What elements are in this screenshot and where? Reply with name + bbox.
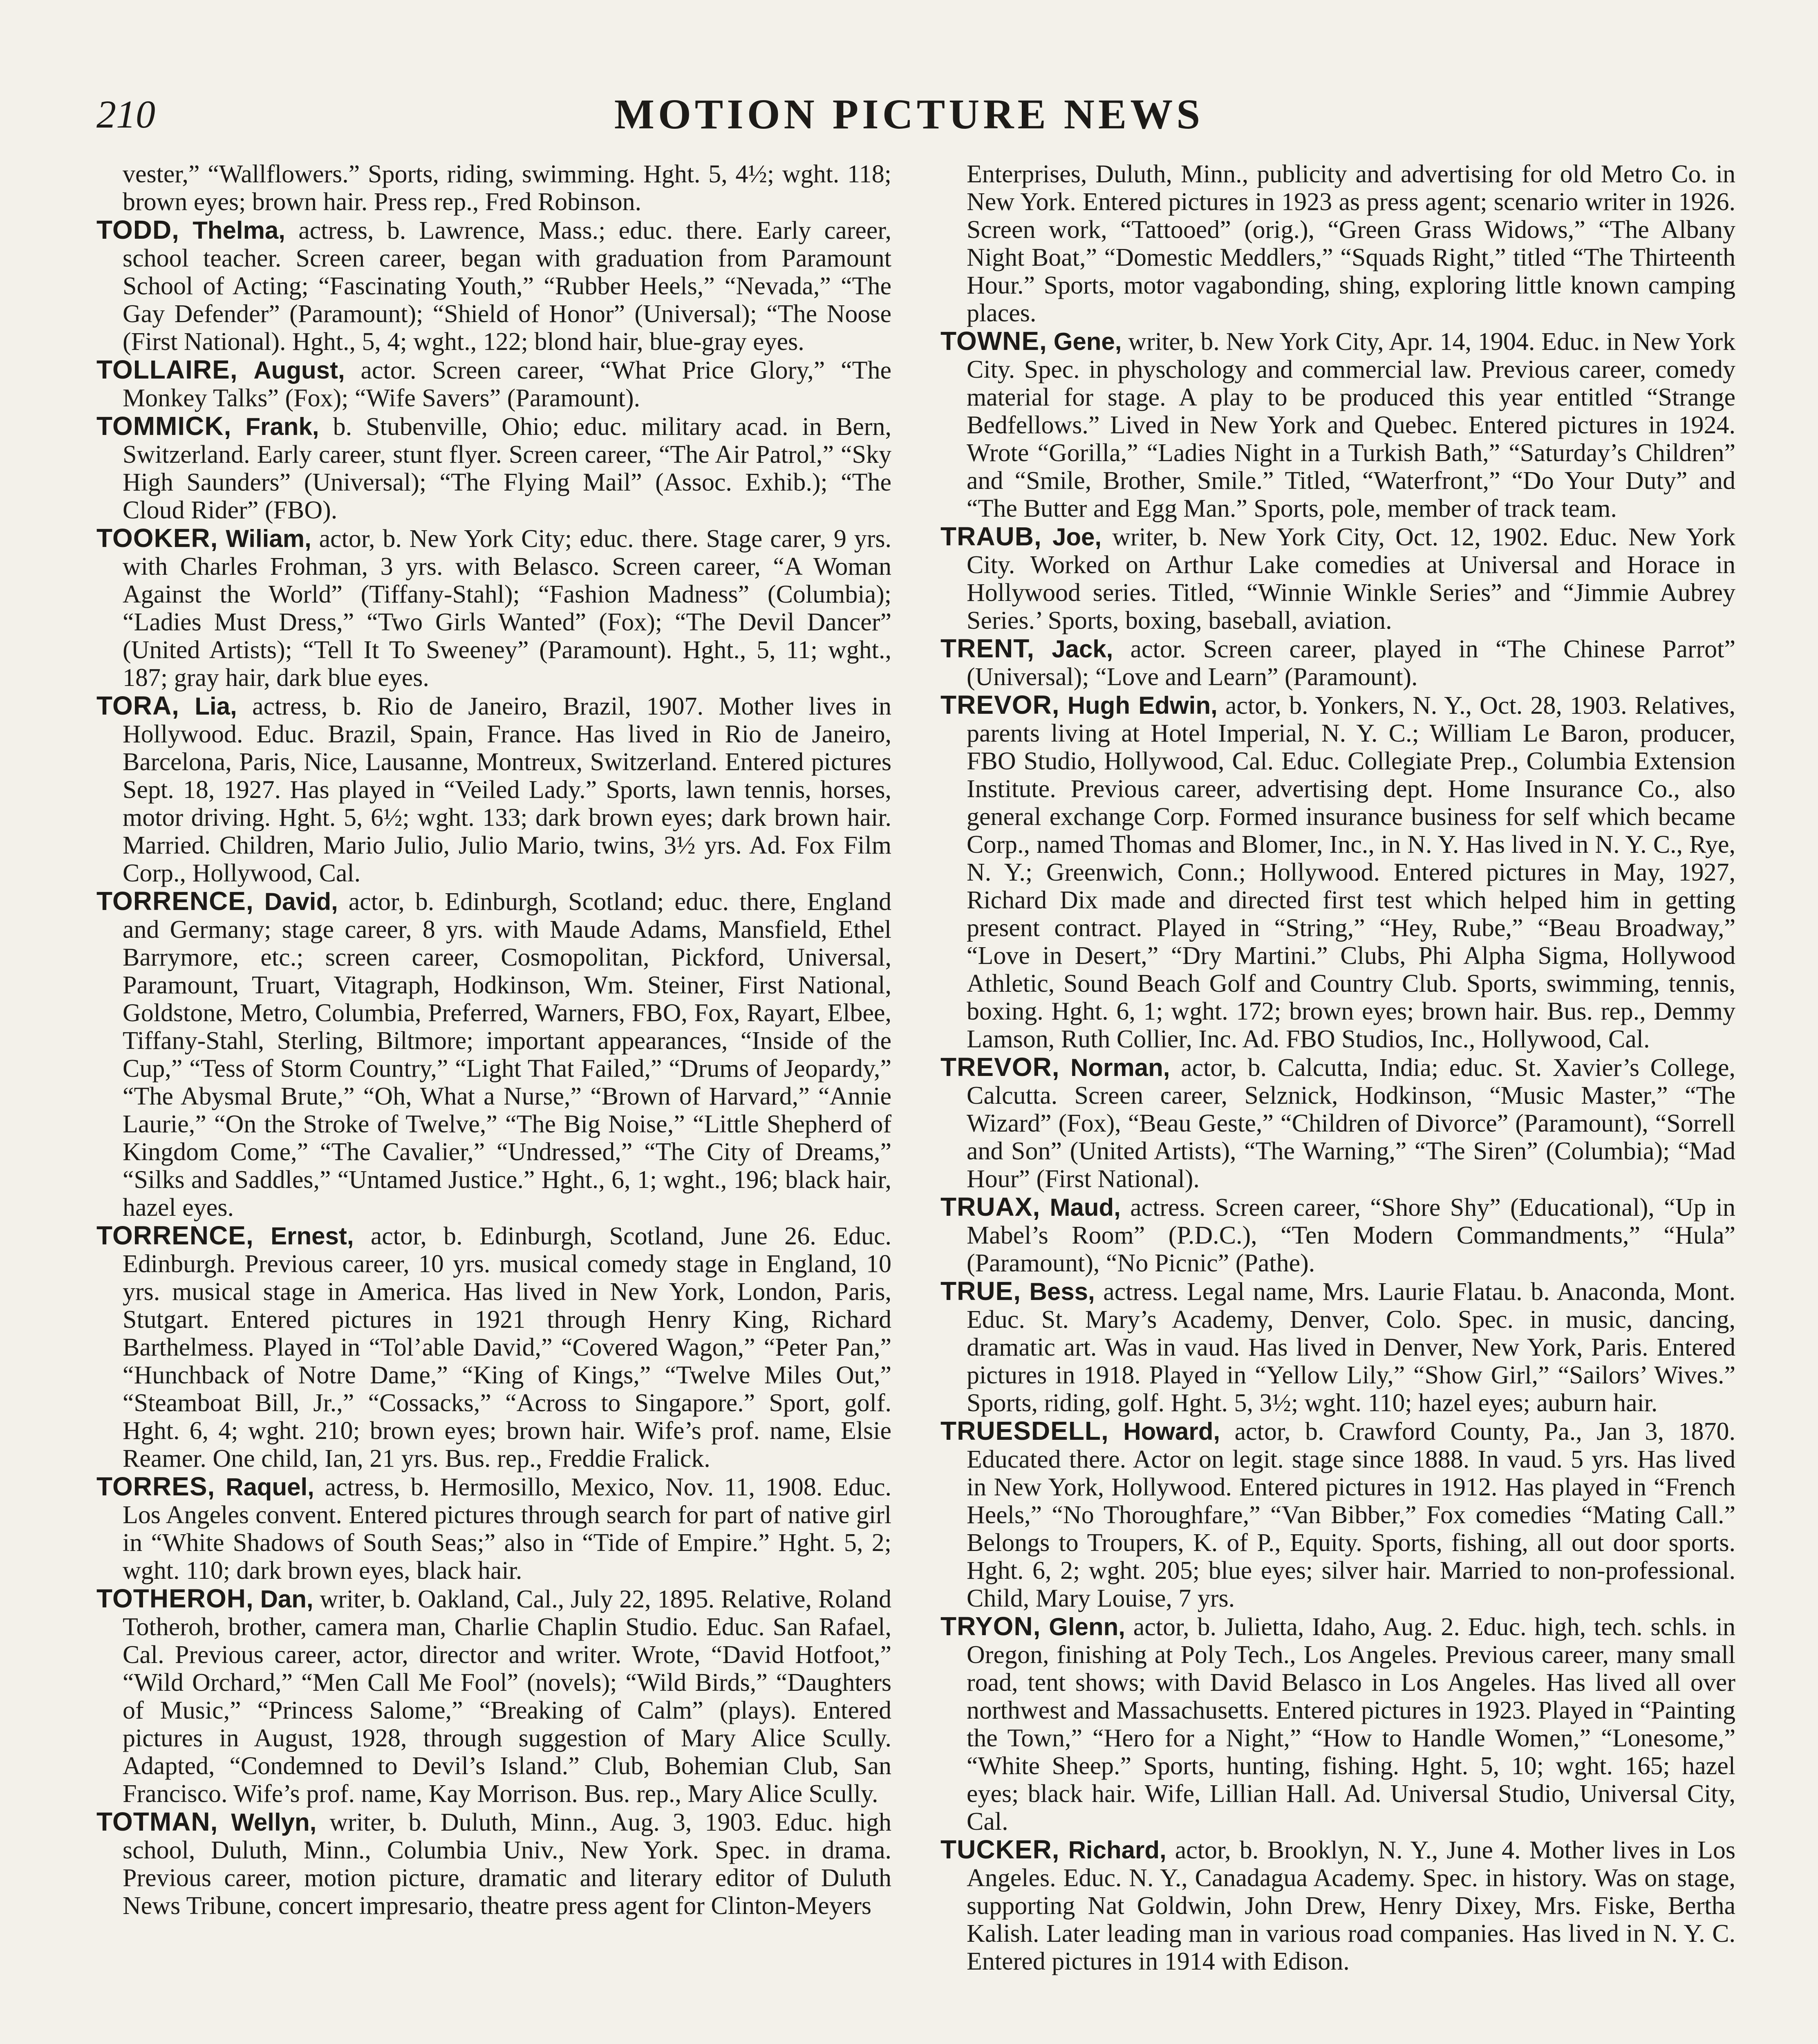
entry-text: actress. Legal name, Mrs. Laurie Flatau. b. Anaconda, Mont. Educ. St. Mary’s Academy, Denver, Colo. Spec. in music, dancing, dramatic art. Was in vaud. Has lived in Denver, New York, Paris. Entered pictures in 1918. Played in “Yellow Lily,” “Show Girl,” “Sailors’ Wives.” Sports, riding, golf. Hght. 5, 3½; wght. 110; hazel eyes; auburn hair. <box>967 1278 1735 1417</box>
entry-surname: TORRENCE, <box>96 1221 254 1250</box>
entry-text: actor. Screen career, “What Price Glory,” “The Monkey Talks” (Fox); “Wife Savers” (Paramount). <box>123 356 892 412</box>
entry-text: actor, b. Julietta, Idaho, Aug. 2. Educ. high, tech. schls. in Oregon, finishing at Poly Tech., Los Angeles. Previous career, many small road, tent shows; with David Belasco in Los Angeles. Has lived all over northwest and Massachusetts. Entered pictures in 1923. Played in “Painting the Town,” “Hero for a Night,” “How to Handle Women,” “Lonesome,” “White Sheep.” Sports, hunting, fishing. Hght. 5, 10; wght. 165; hazel eyes; black hair. Wife, Lillian Hall. Ad. Universal Studio, Universal City, Cal. <box>967 1613 1735 1836</box>
entry-given-name: Bess, <box>1029 1278 1095 1305</box>
entry-text: actor, b. New York City; educ. there. Stage carer, 9 yrs. with Charles Frohman, 3 yrs. with Belasco. Screen career, “A Woman Against the World” (Tiffany-Stahl); “Fashion Madness” (Columbia); “Ladies Must Dress,” “Two Girls Wanted” (Fox); “The Devil Dancer” (United Artists); “Tell It To Sweeney” (Paramount). Hght., 5, 11; wght., 187; gray hair, dark blue eyes. <box>123 525 892 692</box>
directory-entry <box>940 1417 1735 1612</box>
entry-surname: TOTMAN, <box>96 1807 218 1836</box>
entry-given-name: Thelma, <box>193 217 285 244</box>
entry-surname: TOTHEROH, <box>96 1584 254 1613</box>
entry-given-name: Lia, <box>195 693 237 720</box>
directory-entry <box>96 1472 891 1585</box>
directory-entry <box>940 327 1735 522</box>
directory-entry <box>940 160 1735 327</box>
entry-text: b. Stubenville, Ohio; educ. military acad. in Bern, Switzerland. Early career, stunt flyer. Screen career, “The Air Patrol,” “Sky High Saunders” (Universal); “The Flying Mail” (Assoc. Exhib.); “The Cloud Rider” (FBO). <box>123 413 892 524</box>
entry-text: writer, b. New York City, Apr. 14, 1904. Educ. in New York City. Spec. in physchology and commercial law. Previous career, comedy material for stage. A play to be produced this year entitled “Strange Bedfellows.” Lived in New York and Quebec. Entered pictures in 1924. Wrote “Gorilla,” “Ladies Night in a Turkish Bath,” “Saturday’s Children” and “Smile, Brother, Smile.” Titled, “Waterfront,” “Do Your Duty” and “The Butter and Egg Man.” Sports, pole, member of track team. <box>967 328 1735 522</box>
entry-surname: TRUESDELL, <box>940 1416 1109 1446</box>
entry-text: actor. Screen career, played in “The Chinese Parrot” (Universal); “Love and Learn” (Paramount). <box>967 635 1735 691</box>
entry-text: writer, b. New York City, Oct. 12, 1902. Educ. New York City. Worked on Arthur Lake comedies at Universal and Horace in Hollywood series. Titled, “Winnie Winkle Series” and “Jimmie Aubrey Series.’ Sports, boxing, baseball, aviation. <box>967 523 1735 634</box>
entry-text: actress. Screen career, “Shore Shy” (Educational), “Up in Mabel’s Room” (P.D.C.), “Ten Modern Commandments,” “Hula” (Paramount), “No Picnic” (Pathe). <box>967 1194 1735 1277</box>
entry-text: actor, b. Edinburgh, Scotland; educ. there, England and Germany; stage career, 8 yrs. with Maude Adams, Mansfield, Ethel Barrymore, etc.; screen career, Cosmopolitan, Pickford, Universal, Paramount, Truart, Vitagraph, Hodkinson, Wm. Steiner, First National, Goldstone, Metro, Columbia, Preferred, Warners, FBO, Fox, Rayart, Elbee, Tiffany-Stahl, Sterling, Biltmore; important appearances, “Inside of the Cup,” “Tess of Storm Country,” “Light That Failed,” “Drums of Jeopardy,” “The Abysmal Brute,” “Oh, What a Nurse,” “Brown of Harvard,” “Annie Laurie,” “On the Stroke of Twelve,” “The Big Noise,” “Little Shepherd of Kingdom Come,” “The Cavalier,” “Undressed,” “The City of Dreams,” “Silks and Saddles,” “Untamed Justice.” Hght., 6, 1; wght., 196; black hair, hazel eyes. <box>123 888 891 1221</box>
entry-given-name: Joe, <box>1052 523 1102 551</box>
entry-given-name: Norman, <box>1070 1054 1170 1081</box>
entry-surname: TODD, <box>96 215 179 244</box>
entry-given-name: Richard, <box>1068 1836 1166 1864</box>
entry-given-name: Ernest, <box>271 1222 354 1250</box>
entry-text: actor, b. Brooklyn, N. Y., June 4. Mother lives in Los Angeles. Educ. N. Y., Canadagua Academy. Spec. in history. Was on stage, supporting Nat Goldwin, John Drew, Henry Dixey, Mrs. Fiske, Bertha Kalish. Later leading man in various road companies. Has lived in N. Y. C. Entered pictures in 1914 with Edison. <box>967 1836 1735 1975</box>
entry-text: actor, b. Crawford County, Pa., Jan 3, 1870. Educated there. Actor on legit. stage since 1888. In vaud. 5 yrs. Has lived in New York, Hollywood. Entered pictures in 1912. Has played in “French Heels,” “No Thoroughfare,” “Van Bibber,” Fox comedies “Mating Call.” Belongs to Troupers, K. of P., Equity. Sports, fishing, all out door sports. Hght. 6, 2; wght. 205; blue eyes; silver hair. Married to non-professional. Child, Mary Louise, 7 yrs. <box>967 1418 1735 1612</box>
directory-entry <box>96 887 891 1221</box>
entry-given-name: Frank, <box>245 413 319 440</box>
directory-entry <box>940 1612 1735 1836</box>
directory-entry <box>96 524 891 692</box>
entry-surname: TOWNE, <box>940 326 1047 356</box>
directory-entry <box>940 1277 1735 1417</box>
entry-text: Enterprises, Duluth, Minn., publicity and advertising for old Metro Co. in New York. Entered pictures in 1923 as press agent; scenario writer in 1926. Screen work, “Tattooed” (orig.), “Green Grass Widows,” “The Albany Night Boat,” “Domestic Meddlers,” “Squads Right,” titled “The Thirteenth Hour.” Sports, motor vagabonding, shing, exploring little known camping places. <box>967 160 1735 327</box>
entry-text: actor, b. Edinburgh, Scotland, June 26. Educ. Edinburgh. Previous career, 10 yrs. musical comedy stage in England, 10 yrs. musical stage in America. Has lived in New York, London, Paris, Stutgart. Entered pictures in 1921 through Henry King, Richard Barthelmess. Played in “Tol’able David,” “Covered Wagon,” “Peter Pan,” “Hunchback of Notre Dame,” “King of Kings,” “Twelve Miles Out,” “Steamboat Bill, Jr.,” “Cossacks,” “Across to Singapore.” Sport, golf. Hght. 6, 4; wght. 210; brown eyes; brown hair. Wife’s prof. name, Elsie Reamer. One child, Ian, 21 yrs. Bus. rep., Freddie Fralick. <box>123 1222 892 1472</box>
entry-surname: TRYON, <box>940 1611 1041 1641</box>
entry-surname: TRAUB, <box>940 522 1042 551</box>
directory-entry <box>96 692 891 887</box>
entry-surname: TREVOR, <box>940 690 1060 719</box>
directory-entry <box>96 1808 891 1920</box>
entry-text: writer, b. Duluth, Minn., Aug. 3, 1903. Educ. high school, Duluth, Minn., Columbia Univ., New York. Spec. in drama. Previous career, motion picture, dramatic and literary editor of Duluth News Tribune, concert impresario, theatre press agent for Clinton-Meyers <box>123 1809 892 1920</box>
entry-surname: TUCKER, <box>940 1835 1060 1864</box>
entry-surname: TRENT, <box>940 634 1034 663</box>
entry-surname: TRUAX, <box>940 1192 1041 1221</box>
entry-given-name: Maud, <box>1050 1194 1121 1221</box>
entry-surname: TORA, <box>96 691 179 720</box>
entry-surname: TORRES, <box>96 1472 215 1501</box>
entry-given-name: David, <box>264 888 338 915</box>
entry-given-name: August, <box>253 356 345 384</box>
entry-surname: TORRENCE, <box>96 886 254 916</box>
directory-entry <box>940 522 1735 634</box>
page-number: 210 <box>96 92 155 136</box>
entry-text: actress, b. Lawrence, Mass.; educ. there. Early career, school teacher. Screen career, began with graduation from Paramount School of Acting; “Fascinating Youth,” “Rubber Heels,” “Nevada,” “The Gay Defender” (Paramount); “Shield of Honor” (Universal); “The Noose (First National). Hght., 5, 4; wght., 122; blond hair, blue-gray eyes. <box>123 217 892 356</box>
text-columns <box>96 160 1735 2044</box>
entry-given-name: Hugh Edwin, <box>1067 692 1218 719</box>
entry-text: actor, b. Yonkers, N. Y., Oct. 28, 1903. Relatives, parents living at Hotel Imperial, N. Y. C.; William Le Baron, producer, FBO Studio, Hollywood, Cal. Educ. Collegiate Prep., Columbia Extension Institute. Previous career, advertising dept. Home Insurance Co., also general exchange Corp. Formed insurance business for self which became Corp., named Thomas and Blomer, Inc., in N. Y. Has lived in N. Y. C., Rye, N. Y.; Greenwich, Conn.; Hollywood. Entered pictures in May, 1927, Richard Dix made and directed first test which helped him in getting present contract. Played in “String,” “Hey, Rube,” “Beau Broadway,” “Love in Desert,” “Dry Martini.” Clubs, Phi Alpha Sigma, Hollywood Athletic, Sound Beach Golf and Country Club. Sports, swimming, tennis, boxing. Hght. 6, 1; wght. 172; brown eyes; brown hair. Bus. rep., Demmy Lamson, Ruth Collier, Inc. Ad. FBO Studios, Inc., Hollywood, Cal. <box>967 692 1735 1053</box>
directory-entry <box>940 1053 1735 1193</box>
entry-text: writer, b. Oakland, Cal., July 22, 1895. Relative, Roland Totheroh, brother, camera man, Charlie Chaplin Studio. Educ. San Rafael, Cal. Previous career, actor, director and writer. Wrote, “David Hotfoot,” “Wild Orchard,” “Men Call Me Fool” (novels); “Wild Birds,” “Daughters of Music,” “Princess Salome,” “Breaking of Calm” (plays). Entered pictures in August, 1928, through suggestion of Mary Alice Scully. Adapted, “Condemned to Devil’s Island.” Club, Bohemian Club, San Francisco. Wife’s prof. name, Kay Morrison. Bus. rep., Mary Alice Scully. <box>123 1585 892 1808</box>
directory-entry <box>96 356 891 412</box>
directory-entry <box>940 1193 1735 1277</box>
entry-text: actor, b. Calcutta, India; educ. St. Xavier’s College, Calcutta. Screen career, Selznick, Hodkinson, “Music Master,” “The Wizard” (Fox), “Beau Geste,” “Children of Divorce” (Paramount), “Sorrell and Son” (United Artists), “The Warning,” “The Siren” (Columbia); “Mad Hour” (First National). <box>967 1054 1735 1193</box>
directory-entry <box>96 216 891 356</box>
entry-surname: TRUE, <box>940 1276 1021 1306</box>
entry-surname: TOMMICK, <box>96 411 232 441</box>
entry-given-name: Glenn, <box>1049 1613 1125 1641</box>
entry-given-name: Gene, <box>1053 328 1122 355</box>
entry-given-name: Dan, <box>260 1585 313 1613</box>
entry-surname: TOLLAIRE, <box>96 355 238 384</box>
entry-surname: TOOKER, <box>96 523 218 553</box>
entry-text: actress, b. Hermosillo, Mexico, Nov. 11, 1908. Educ. Los Angeles convent. Entered pictures through search for part of native girl in “White Shadows of South Seas;” also in “Tide of Empire.” Hght. 5, 2; wght. 110; dark brown eyes, black hair. <box>123 1473 892 1585</box>
entry-given-name: Raquel, <box>226 1473 314 1501</box>
entry-surname: TREVOR, <box>940 1052 1060 1082</box>
entry-text: actress, b. Rio de Janeiro, Brazil, 1907. Mother lives in Hollywood. Educ. Brazil, Spain, France. Has lived in Rio de Janeiro, Barcelona, Paris, Nice, Lausanne, Montreux, Switzerland. Entered pictures Sept. 18, 1927. Has played in “Veiled Lady.” Sports, lawn tennis, horses, motor driving. Hght. 5, 6½; wght. 133; dark brown eyes; dark brown hair. Married. Children, Mario Julio, Julio Mario, twins, 3½ yrs. Ad. Fox Film Corp., Hollywood, Cal. <box>123 693 892 887</box>
running-head: MOTION PICTURE NEWS <box>614 91 1204 138</box>
directory-entry <box>940 1836 1735 1975</box>
right-column <box>940 160 1735 2044</box>
left-column <box>96 160 891 2044</box>
directory-entry <box>96 1585 891 1808</box>
directory-entry <box>940 634 1735 691</box>
entry-given-name: Howard, <box>1123 1418 1220 1445</box>
entry-given-name: Wellyn, <box>231 1809 317 1836</box>
directory-entry <box>96 1221 891 1472</box>
directory-entry <box>96 160 891 216</box>
entry-given-name: Jack, <box>1052 635 1113 663</box>
entry-given-name: Wiliam, <box>226 525 311 552</box>
directory-entry <box>96 412 891 524</box>
entry-text: vester,” “Wallflowers.” Sports, riding, swimming. Hght. 5, 4½; wght. 118; brown eyes; brown hair. Press rep., Fred Robinson. <box>123 160 891 216</box>
directory-entry <box>940 691 1735 1053</box>
